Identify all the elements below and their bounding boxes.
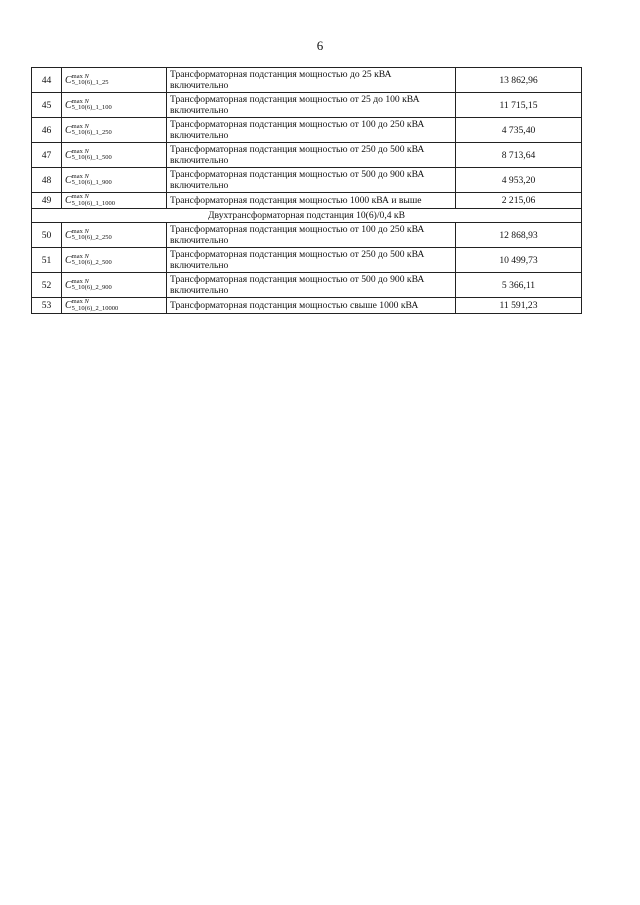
symbol-subscript: 5_10(6)_2_250 (71, 234, 112, 241)
symbol-superscript: max N (71, 277, 89, 285)
formula-symbol (65, 254, 112, 267)
symbol-superscript: max N (71, 172, 89, 180)
symbol-base: C (65, 74, 72, 86)
symbol-subscript: 5_10(6)_2_900 (71, 284, 112, 291)
symbol-base: C (65, 149, 72, 161)
symbol-superscript: max N (71, 227, 89, 235)
symbol-subscript: 5_10(6)_2_500 (71, 259, 112, 266)
table-row (32, 93, 582, 118)
row-value: 12 868,93 (456, 223, 582, 248)
tariff-symbol (62, 143, 167, 168)
tariff-table (31, 67, 582, 314)
symbol-subscript: 5_10(6)_1_25 (71, 79, 109, 86)
symbol-superscript: max N (71, 97, 89, 105)
row-description: Трансформаторная подстанция мощностью 1000 кВА и выше (167, 193, 456, 209)
symbol-indices (72, 279, 112, 292)
table-row (32, 168, 582, 193)
symbol-base: C (65, 99, 72, 111)
table-row (32, 223, 582, 248)
symbol-superscript: max N (71, 147, 89, 155)
row-number: 49 (32, 193, 62, 209)
tariff-symbol (62, 248, 167, 273)
symbol-indices (72, 229, 112, 242)
table-row (32, 248, 582, 273)
row-value: 13 862,96 (456, 68, 582, 93)
symbol-base: C (65, 174, 72, 186)
row-number: 52 (32, 273, 62, 298)
row-value: 5 366,11 (456, 273, 582, 298)
row-number: 46 (32, 118, 62, 143)
row-value: 4 735,40 (456, 118, 582, 143)
row-value: 2 215,06 (456, 193, 582, 209)
tariff-symbol (62, 118, 167, 143)
row-number: 50 (32, 223, 62, 248)
symbol-subscript: 5_10(6)_1_250 (71, 129, 112, 136)
formula-symbol (65, 74, 109, 87)
symbol-superscript: max N (71, 298, 89, 305)
table-row (32, 68, 582, 93)
formula-symbol (65, 229, 112, 242)
symbol-indices (72, 99, 112, 112)
symbol-indices (72, 124, 112, 137)
row-value: 8 713,64 (456, 143, 582, 168)
table-row (32, 193, 582, 209)
symbol-superscript: max N (71, 122, 89, 130)
row-description: Трансформаторная подстанция мощностью от 250 до 500 кВА включительно (167, 248, 456, 273)
row-number: 51 (32, 248, 62, 273)
row-description: Трансформаторная подстанция мощностью от 100 до 250 кВА включительно (167, 223, 456, 248)
tariff-symbol (62, 93, 167, 118)
symbol-superscript: max N (71, 252, 89, 260)
section-row (32, 209, 582, 223)
symbol-indices (72, 149, 112, 162)
section-title: Двухтрансформаторная подстанция 10(6)/0,4 кВ (32, 209, 582, 223)
row-value: 11 715,15 (456, 93, 582, 118)
page-number: 6 (316, 38, 324, 53)
symbol-base: C (65, 300, 72, 311)
row-description: Трансформаторная подстанция мощностью от 100 до 250 кВА включительно (167, 118, 456, 143)
tariff-symbol (62, 223, 167, 248)
row-description: Трансформаторная подстанция мощностью от 250 до 500 кВА включительно (167, 143, 456, 168)
tariff-symbol (62, 273, 167, 298)
symbol-indices (72, 194, 115, 207)
row-number: 44 (32, 68, 62, 93)
symbol-subscript: 5_10(6)_1_500 (71, 154, 112, 161)
symbol-base: C (65, 124, 72, 136)
table-row (32, 298, 582, 314)
row-number: 45 (32, 93, 62, 118)
row-description: Трансформаторная подстанция мощностью до 25 кВА включительно (167, 68, 456, 93)
formula-symbol (65, 279, 112, 292)
formula-symbol (65, 174, 112, 187)
symbol-subscript: 5_10(6)_2_10000 (71, 304, 119, 312)
formula-symbol (65, 99, 112, 112)
symbol-base: C (65, 279, 72, 291)
symbol-base: C (65, 195, 72, 206)
table-row (32, 118, 582, 143)
formula-symbol (65, 299, 118, 312)
row-value: 10 499,73 (456, 248, 582, 273)
symbol-base: C (65, 254, 72, 266)
symbol-indices (72, 74, 109, 87)
row-number: 53 (32, 298, 62, 314)
symbol-indices (72, 254, 112, 267)
symbol-superscript: max N (71, 72, 89, 80)
symbol-superscript: max N (71, 193, 89, 200)
row-number: 48 (32, 168, 62, 193)
formula-symbol (65, 149, 112, 162)
row-description: Трансформаторная подстанция мощностью от 25 до 100 кВА включительно (167, 93, 456, 118)
symbol-subscript: 5_10(6)_1_100 (71, 104, 112, 111)
formula-symbol (65, 194, 115, 207)
tariff-symbol (62, 168, 167, 193)
tariff-symbol (62, 298, 167, 314)
symbol-subscript: 5_10(6)_1_900 (71, 179, 112, 186)
tariff-symbol (62, 193, 167, 209)
row-value: 4 953,20 (456, 168, 582, 193)
formula-symbol (65, 124, 112, 137)
tariff-symbol (62, 68, 167, 93)
symbol-subscript: 5_10(6)_1_1000 (71, 199, 116, 207)
table-row (32, 273, 582, 298)
table-body-double (32, 223, 582, 314)
row-description: Трансформаторная подстанция мощностью от 500 до 900 кВА включительно (167, 273, 456, 298)
table-body-single (32, 68, 582, 209)
symbol-indices (72, 299, 119, 312)
row-number: 47 (32, 143, 62, 168)
symbol-indices (72, 174, 112, 187)
row-description: Трансформаторная подстанция мощностью свыше 1000 кВА (167, 298, 456, 314)
row-value: 11 591,23 (456, 298, 582, 314)
table-row (32, 143, 582, 168)
row-description: Трансформаторная подстанция мощностью от 500 до 900 кВА включительно (167, 168, 456, 193)
table-section (32, 209, 582, 223)
symbol-base: C (65, 229, 72, 241)
